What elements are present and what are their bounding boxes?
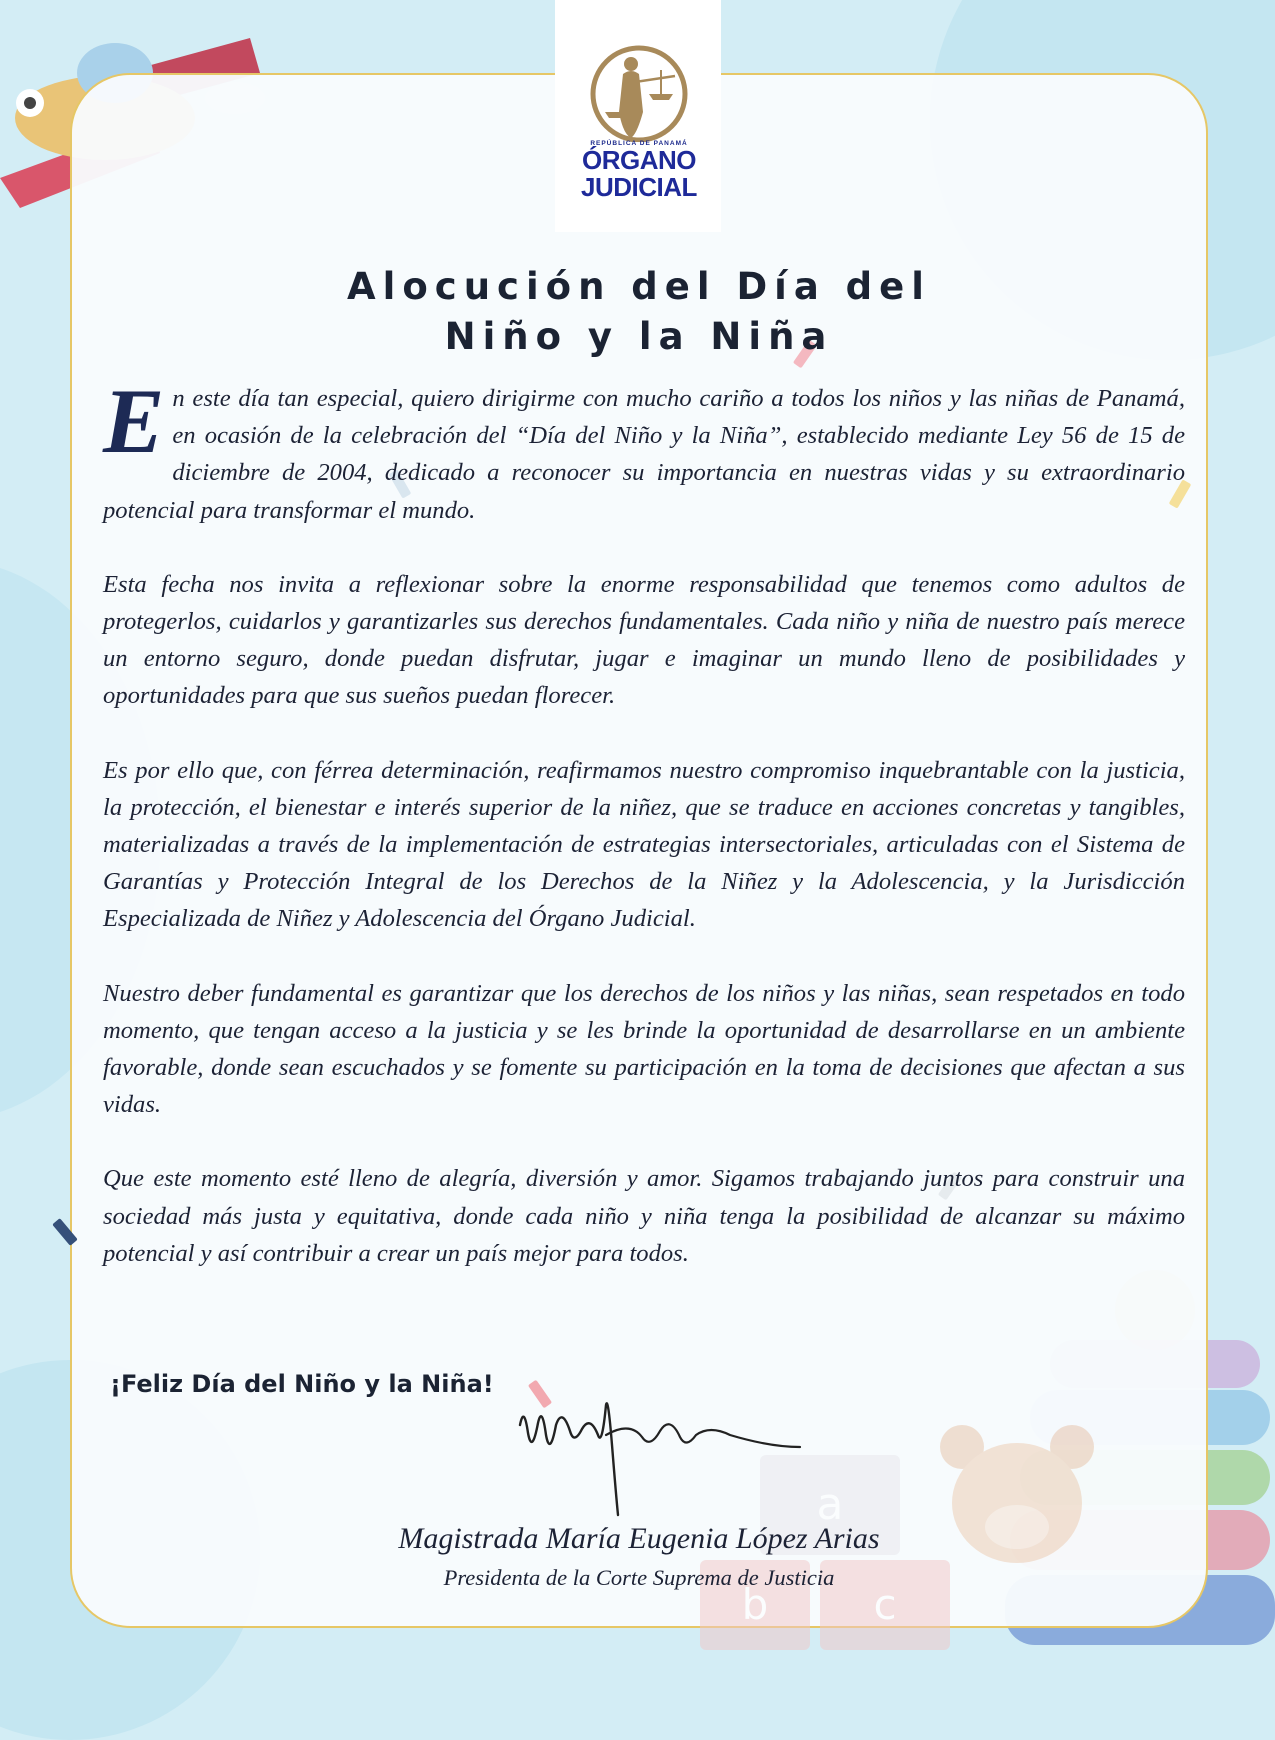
- paragraph-2: Esta fecha nos invita a reflexionar sobre la enorme responsabilidad que tenemos como adultos de protegerlos, cuidarlos y garantizarles sus derechos fundamentales. Cada niño y niña de nuestro país merece un entorno seguro, donde puedan disfrutar, jugar e imaginar un mundo lleno de posibilidades y oportunidades para que sus sueños puedan florecer.: [103, 570, 1185, 710]
- signer-name: Magistrada María Eugenia López Arias: [398, 1522, 880, 1555]
- letter-block-a: a: [760, 1455, 900, 1555]
- paragraph-4: Nuestro deber fundamental es garantizar que los derechos de los niños y las niñas, sean respetados en todo momento, que tengan acceso a la justicia y se les brinde la oportunidad de desarrollarse en un ambiente favorable, donde sean escuchados y se fomente su participación en la toma de decisiones que afectan a sus vidas.: [103, 979, 1185, 1119]
- logo-organo-text: ÓRGANO: [582, 145, 696, 175]
- organo-judicial-logo: [575, 42, 703, 212]
- paragraph-1-text: n este día tan especial, quiero dirigirme con mucho cariño a todos los niños y las niñas de Panamá, en ocasión de la celebración del “Día del Niño y la Niña”, establecido mediante Ley 56 de 15 de diciembre de 2004, dedicado a reconocer su importancia en nuestras vidas y su extraordinario potencial para transformar el mundo.: [103, 385, 1185, 524]
- closing-greeting: ¡Feliz Día del Niño y la Niña!: [110, 1370, 494, 1398]
- drop-cap: E: [103, 370, 165, 472]
- letter-body: [103, 370, 1185, 1309]
- title-line-2: Niño y la Niña: [444, 315, 834, 358]
- handwritten-signature: [510, 1385, 850, 1525]
- paragraph-3: Es por ello que, con férrea determinación, reafirmamos nuestro compromiso inquebrantable con la justicia, la protección, el bienestar e interés superior de la niñez, que se traduce en acciones concretas y tangibles, materializadas a través de la implementación de estrategias intersectoriales, articuladas con el Sistema de Garantías y Protección Integral de los Derechos de la Niñez y la Adolescencia, y la Jurisdicción Especializada de Niñez y Adolescencia del Órgano Judicial.: [103, 756, 1185, 933]
- justice-emblem-icon: [583, 42, 695, 142]
- paragraph-1: [103, 370, 1185, 529]
- letter-block-c: c: [820, 1560, 950, 1650]
- paragraph-5: Que este momento esté lleno de alegría, diversión y amor. Sigamos trabajando juntos para construir una sociedad más justa y equitativa, donde cada niño y niña tenga la posibilidad de alcanzar su máximo potencial y así contribuir a crear un país mejor para todos.: [103, 1165, 1185, 1267]
- logo-judicial-text: JUDICIAL: [581, 172, 697, 202]
- letter-block-b: b: [700, 1560, 810, 1650]
- signer-title: Presidenta de la Corte Suprema de Justicia: [443, 1565, 835, 1590]
- document-title: [70, 262, 1208, 362]
- logo-republic-text: REPÚBLICA DE PANAMÁ: [590, 140, 688, 147]
- title-line-1: Alocución del Día del: [347, 265, 931, 308]
